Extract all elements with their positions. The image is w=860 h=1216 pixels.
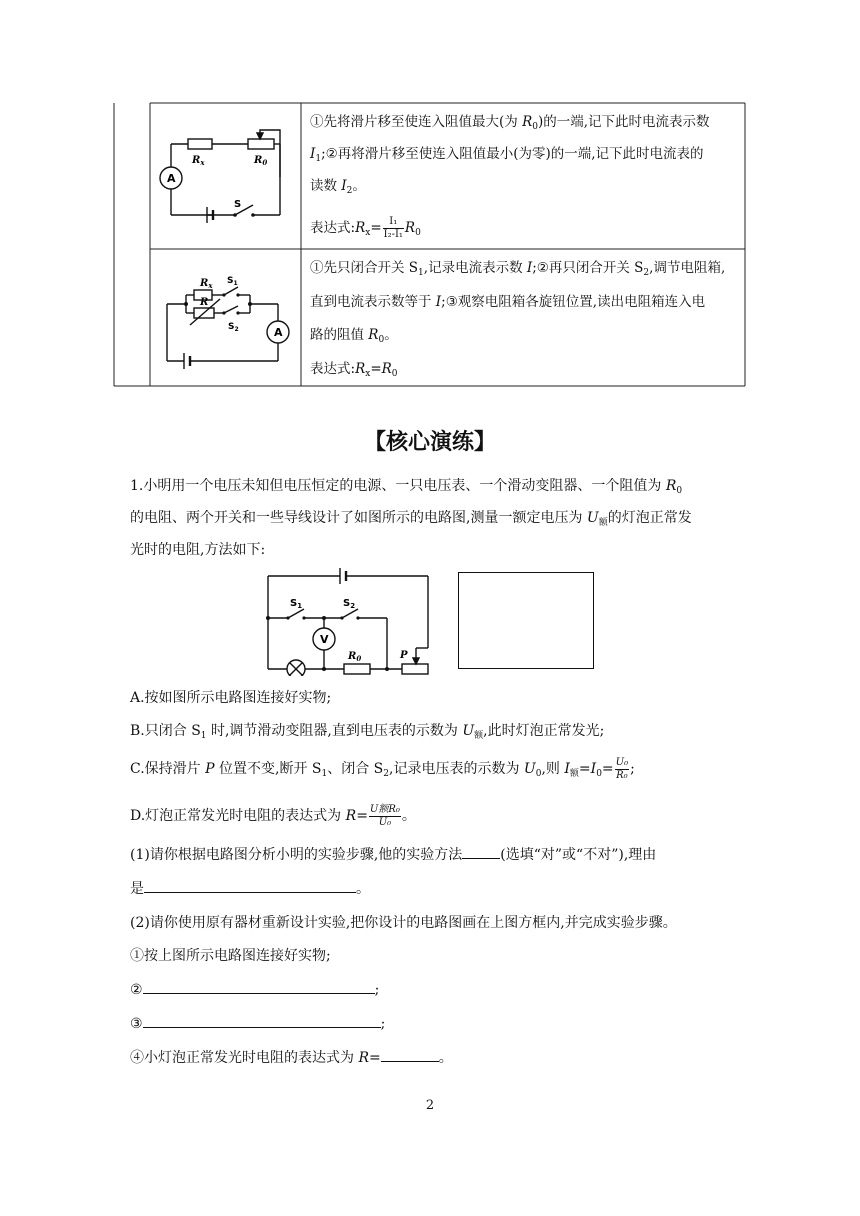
- problem-circuit-diagram: [260, 566, 435, 676]
- q2-step-2: ② ;: [130, 977, 379, 1003]
- row2-expression: 表达式$:R_x=R_0$: [310, 361, 398, 379]
- problem-intro-line1: 1.小明用一个电压未知但电压恒定的电源、一只电压表、一个滑动变阻器、一个阻值为 $R_0$: [130, 478, 683, 496]
- q2-step-4: ④小灯泡正常发光时电阻的表达式为 R= 。: [130, 1045, 453, 1071]
- svg-text:S2: $S_2$: [228, 322, 239, 333]
- svg-text:A: A: [274, 326, 283, 339]
- row1-line3: 读数 $I_2$。: [310, 178, 366, 196]
- q2-step3-blank[interactable]: [143, 1011, 381, 1028]
- step-a: A.按如图所示电路图连接好实物;: [130, 690, 332, 706]
- row2-line2: 直到电流表示数等于 I;③观察电阻箱各旋钮位置,读出电阻箱连入电: [310, 294, 706, 310]
- row1-expression: 表达式$:R_x=$ $\frac{\text{I₁}}{\text{I₂-I₁}}$ $R_0$: [310, 216, 421, 240]
- row2-line1: ①先只闭合开关 $S_1$,记录电流表示数 I;②再只闭合开关 $S_2$,调节电阻箱,: [310, 260, 726, 278]
- svg-text:R: R: [200, 297, 209, 308]
- question-2: (2)请你使用原有器材重新设计实验,把你设计的电路图画在上图方框内,并完成实验步骤。: [130, 915, 677, 931]
- svg-text:S: S: [234, 199, 242, 210]
- lamp-icon: [287, 660, 305, 676]
- problem-intro-line2: 的电阻、两个开关和一些导线设计了如图所示的电路图,测量一额定电压为 $U_额$的灯泡正常发: [130, 510, 692, 528]
- resistor-rx: [188, 139, 212, 149]
- step-c: C.保持滑片 P 位置不变,断开 $S_1$、闭合 $S_2$,记录电压表的示数为 $U_0$,则 $I_额=I_0=$ $\frac{\text{U₀}}{\text{R₀}}$ ;: [130, 756, 635, 781]
- svg-text:Rx: $R_x$: [200, 278, 213, 290]
- q2-step-3: ③ ;: [130, 1011, 385, 1037]
- svg-text:R0: $R_0$: [348, 651, 362, 663]
- step-b: B.只闭合 $S_1$ 时,调节滑动变阻器,直到电压表的示数为 $U_额$,此时灯泡正常发光;: [130, 723, 605, 741]
- q1-blank-reason[interactable]: [144, 876, 356, 893]
- circuit-diagram-1: [150, 103, 301, 249]
- rheostat: [402, 664, 428, 674]
- q1-blank-answer[interactable]: [462, 842, 500, 859]
- q2-step2-blank[interactable]: [143, 977, 375, 994]
- question-1-line1: (1)请你根据电路图分析小明的实验步骤,他的实验方法 (选填“对”或“不对”),理由: [130, 842, 656, 868]
- svg-text:R0: $R_0$: [254, 155, 268, 167]
- question-1-line2: 是 。: [130, 876, 370, 902]
- svg-text:V: V: [320, 633, 329, 646]
- page-number: 2: [425, 1098, 435, 1113]
- svg-text:Rx: $R_x$: [192, 155, 205, 167]
- circuit-answer-box[interactable]: [458, 572, 594, 669]
- svg-text:S1: $S_1$: [227, 276, 238, 287]
- section-title: 【核心演练】: [363, 430, 496, 455]
- problem-intro-line3: 光时的电阻,方法如下:: [130, 542, 266, 558]
- circuit-diagram-2: [150, 249, 301, 386]
- row1-line2: $I_1;②$再将滑片移至使连入阻值最小(为零)的一端,记下此时电流表的: [310, 146, 704, 164]
- svg-text:S1: $S_1$: [290, 598, 303, 610]
- row1-line1: ①先将滑片移至使连入阻值最大(为 $R_0$)的一端,记下此时电流表示数: [310, 114, 710, 132]
- table-grid: [0, 0, 860, 400]
- svg-text:S2: $S_2$: [343, 598, 356, 610]
- svg-text:A: A: [167, 172, 176, 185]
- svg-text:P: P: [400, 650, 408, 661]
- resistor-r0: [344, 664, 370, 674]
- step-d: D.灯泡正常发光时电阻的表达式为 R= $\frac{\text{U额R₀}}{\text{U₀}}$ 。: [130, 803, 416, 828]
- row2-line3: 路的阻值 $R_0$。: [310, 327, 398, 345]
- q2-step-1: ①按上图所示电路图连接好实物;: [130, 948, 331, 964]
- rheostat-r0: [248, 139, 274, 149]
- q2-step4-blank[interactable]: [381, 1045, 439, 1062]
